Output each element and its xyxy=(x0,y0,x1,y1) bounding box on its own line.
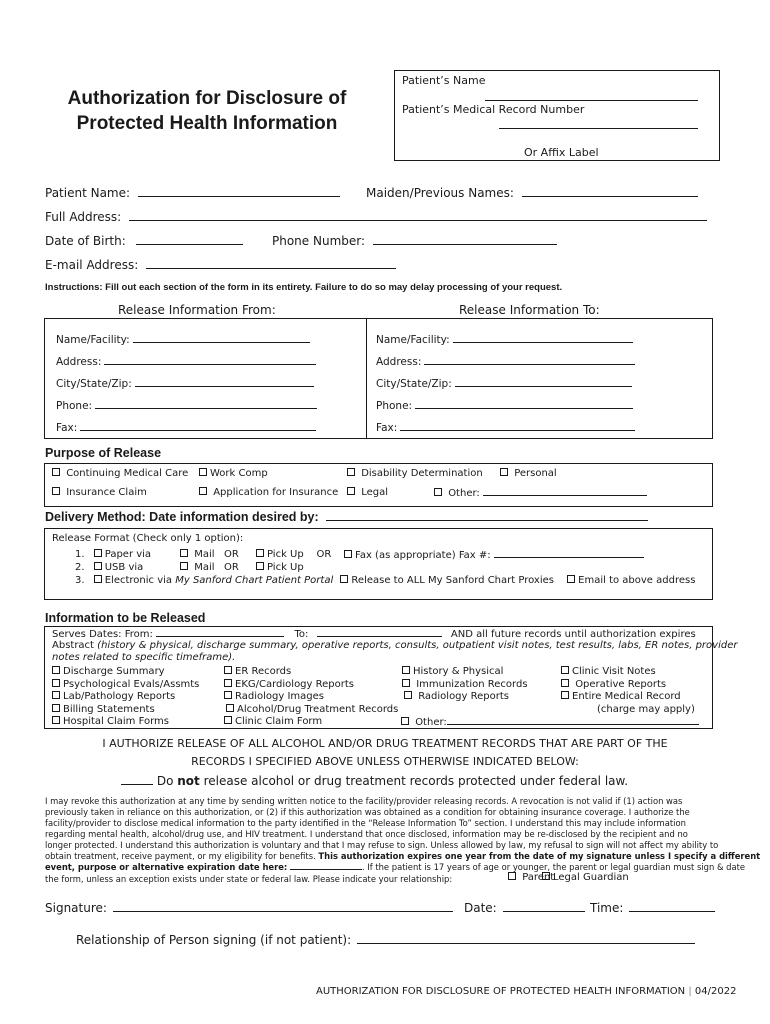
item-lab-label: Lab/Pathology Reports xyxy=(63,691,176,702)
legal-line-7 xyxy=(45,862,745,872)
legal-8: the form, unless an exception exists under state or federal law. Please indicate your relationship: xyxy=(45,874,453,884)
release-field-label: Phone: xyxy=(376,400,413,412)
item-visit[interactable] xyxy=(561,666,656,677)
item-alcohol-label: Alcohol/Drug Treatment Records xyxy=(237,704,399,715)
format-row-2-pickup xyxy=(256,562,304,573)
signature-row xyxy=(45,901,453,915)
item-immun[interactable] xyxy=(402,679,528,690)
checkbox[interactable] xyxy=(226,704,234,712)
pickup-checkbox-2[interactable] xyxy=(256,562,264,570)
release-from-row xyxy=(56,377,314,390)
release-field-label: Name/Facility: xyxy=(56,334,130,346)
checkbox[interactable] xyxy=(561,666,569,674)
checkbox[interactable] xyxy=(434,488,442,496)
release-to-header: Release Information To: xyxy=(459,303,600,317)
from-date-input[interactable] xyxy=(156,628,284,637)
release-field-input[interactable] xyxy=(104,355,316,365)
pickup-1: Pick Up xyxy=(267,549,304,560)
release-field-label: Address: xyxy=(56,356,102,368)
release-divider xyxy=(366,319,367,438)
other-input[interactable] xyxy=(483,487,647,496)
release-field-input[interactable] xyxy=(455,377,632,387)
alcohol-notice-line1: I AUTHORIZE RELEASE OF ALL ALCOHOL AND/OR DRUG TREATMENT RECORDS THAT ARE PART OF THE xyxy=(102,737,668,750)
do-not: not xyxy=(177,774,200,788)
phone-label: Phone Number: xyxy=(272,234,366,248)
to-date-input[interactable] xyxy=(317,628,442,637)
charge-note: (charge may apply) xyxy=(597,704,695,715)
checkbox[interactable] xyxy=(347,468,355,476)
date-row xyxy=(464,901,585,915)
opt-workcomp-label: Work Comp xyxy=(210,468,268,479)
footer xyxy=(316,986,736,997)
time-label: Time: xyxy=(590,901,624,915)
address-input[interactable] xyxy=(129,210,707,221)
rel-guardian[interactable] xyxy=(542,872,629,883)
mail-1: Mail xyxy=(194,549,215,560)
checkbox[interactable] xyxy=(224,716,232,724)
patient-id-box xyxy=(394,70,720,161)
opt-appins[interactable] xyxy=(199,487,338,498)
release-field-label: Phone: xyxy=(56,400,93,412)
proxies-label: Release to ALL My Sanford Chart Proxies xyxy=(351,575,554,586)
checkbox[interactable] xyxy=(52,716,60,724)
item-billing[interactable] xyxy=(52,704,155,715)
item-operative-label: Operative Reports xyxy=(575,679,667,690)
release-from-row xyxy=(56,399,317,412)
abstract-desc-2: notes related to specific timeframe). xyxy=(52,652,236,663)
checkbox[interactable] xyxy=(199,468,207,476)
opt-disability-label: Disability Determination xyxy=(361,468,483,479)
legal-line-2: previously taken in reliance on this authorization, or (2) if this authorization was obtained as a condition for obtaining insurance coverage. I authorize the xyxy=(45,807,690,817)
dob-row xyxy=(45,234,243,248)
checkbox[interactable] xyxy=(347,487,355,495)
item-clinicclaim[interactable] xyxy=(224,716,322,727)
release-format-label: Release Format (Check only 1 option): xyxy=(52,533,244,544)
expiration-input[interactable] xyxy=(290,862,362,870)
item-visit-label: Clinic Visit Notes xyxy=(572,666,656,677)
item-hp[interactable] xyxy=(402,666,503,677)
date-desired-input[interactable] xyxy=(326,511,648,521)
signature-input[interactable] xyxy=(113,901,453,912)
format-row-1 xyxy=(75,549,151,560)
release-to-row xyxy=(376,399,633,412)
item-entire[interactable] xyxy=(561,691,681,702)
item-hospital-label: Hospital Claim Forms xyxy=(63,716,169,727)
num-1: 1. xyxy=(75,549,85,560)
release-field-input[interactable] xyxy=(453,333,633,343)
format-row-1-fax xyxy=(344,549,644,561)
checkbox[interactable] xyxy=(224,666,232,674)
footer-sep: | xyxy=(688,986,692,997)
item-radrep-label: Radiology Reports xyxy=(418,691,509,702)
mrn-line[interactable] xyxy=(499,128,698,129)
release-field-input[interactable] xyxy=(95,399,317,409)
patient-name-input[interactable] xyxy=(138,186,340,197)
release-field-label: City/State/Zip: xyxy=(376,378,452,390)
patient-name-field-label: Patient Name: xyxy=(45,186,131,200)
opt-personal[interactable] xyxy=(500,468,557,479)
item-other-input[interactable] xyxy=(447,716,699,725)
legal-line-8 xyxy=(45,874,452,884)
footer-title: AUTHORIZATION FOR DISCLOSURE OF PROTECTED HEALTH INFORMATION xyxy=(316,986,686,997)
opt-disability[interactable] xyxy=(347,468,483,479)
release-to-row xyxy=(376,355,635,368)
opt-appins-label: Application for Insurance xyxy=(213,487,339,498)
checkbox[interactable] xyxy=(500,468,508,476)
item-immun-label: Immunization Records xyxy=(416,679,528,690)
patient-name-label: Patient’s Name xyxy=(402,74,486,87)
item-clinicclaim-label: Clinic Claim Form xyxy=(235,716,323,727)
opt-legal[interactable] xyxy=(347,487,388,498)
checkbox[interactable] xyxy=(52,487,60,495)
fax-label: Fax (as appropriate) Fax #: xyxy=(355,550,491,561)
abstract-desc: (history & physical, discharge summary, operative reports, consults, outpatient visit notes, test results, labs, ER notes, provider xyxy=(97,640,738,651)
do-not-release-input[interactable] xyxy=(121,774,153,785)
rel-guardian-label: Legal Guardian xyxy=(553,872,629,883)
checkbox[interactable] xyxy=(52,666,60,674)
abstract-row xyxy=(52,640,737,651)
footer-date: 04/2022 xyxy=(694,986,737,997)
do-post: release alcohol or drug treatment records protected under federal law. xyxy=(203,774,629,788)
legal-line-1: I may revoke this authorization at any time by sending written notice to the facility/provider releasing records. A revocation is not valid if (1) action was xyxy=(45,796,683,806)
form-title xyxy=(52,86,362,136)
checkbox[interactable] xyxy=(52,704,60,712)
item-hp-label: History & Physical xyxy=(413,666,504,677)
patient-name-line[interactable] xyxy=(485,100,698,101)
or-2: OR xyxy=(316,549,332,560)
paper-checkbox[interactable] xyxy=(94,549,102,557)
release-field-input[interactable] xyxy=(424,355,635,365)
format-row-3 xyxy=(75,575,695,586)
legal-7b: . If the patient is 17 years of age or younger, the parent or legal guardian must sign & date xyxy=(361,862,746,872)
format-row-1-pickup xyxy=(256,549,331,560)
release-field-input[interactable] xyxy=(80,421,316,431)
item-other[interactable] xyxy=(401,716,699,728)
usb-checkbox[interactable] xyxy=(94,562,102,570)
release-to-row xyxy=(376,421,635,434)
item-radimg[interactable] xyxy=(224,691,324,702)
release-from-row xyxy=(56,333,310,346)
form-title-line2: Protected Health Information xyxy=(76,113,338,134)
item-er[interactable] xyxy=(224,666,291,677)
release-field-label: City/State/Zip: xyxy=(56,378,132,390)
email-row xyxy=(45,258,396,272)
alcohol-notice-line2: RECORDS I SPECIFIED ABOVE UNLESS OTHERWISE INDICATED BELOW: xyxy=(191,755,579,768)
checkbox[interactable] xyxy=(402,679,410,687)
num-2: 2. xyxy=(75,562,85,573)
release-field-input[interactable] xyxy=(135,377,314,387)
item-entire-label: Entire Medical Record xyxy=(572,691,681,702)
serves-dates-row xyxy=(52,628,696,640)
checkbox[interactable] xyxy=(404,691,412,699)
patient-name-row xyxy=(45,186,340,200)
usb-via: USB via xyxy=(104,562,144,573)
maiden-row xyxy=(366,186,698,200)
and-future-label: AND all future records until authorization expires xyxy=(450,629,696,640)
dob-label: Date of Birth: xyxy=(45,234,126,248)
item-ekg-label: EKG/Cardiology Reports xyxy=(235,679,354,690)
checkbox[interactable] xyxy=(402,666,410,674)
mail-2: Mail xyxy=(194,562,215,573)
email-checkbox[interactable] xyxy=(567,575,575,583)
relationship-row xyxy=(76,933,695,947)
address-label: Full Address: xyxy=(45,210,122,224)
checkbox[interactable] xyxy=(561,679,569,687)
affix-label: Or Affix Label xyxy=(524,146,599,159)
to-label: To: xyxy=(294,629,309,640)
item-ekg[interactable] xyxy=(224,679,354,690)
mrn-label: Patient’s Medical Record Number xyxy=(402,103,585,116)
release-field-input[interactable] xyxy=(400,421,635,431)
checkbox[interactable] xyxy=(542,872,550,880)
date-label: Date: xyxy=(464,901,497,915)
item-other-label: Other: xyxy=(415,717,447,728)
legal-line-5: longer protected. I understand this authorization is voluntary and that I may refuse to sign. Unless allowed by law, my refusal to sign will not affect my ability to xyxy=(45,840,719,850)
phone-row xyxy=(272,234,557,248)
electronic-via: Electronic via xyxy=(104,575,173,586)
checkbox[interactable] xyxy=(224,679,232,687)
delivery-heading xyxy=(45,510,648,524)
release-to-row xyxy=(376,333,633,346)
phone-input[interactable] xyxy=(373,234,557,245)
fax-checkbox[interactable] xyxy=(344,550,352,558)
checkbox[interactable] xyxy=(52,691,60,699)
legal-6a: obtain treatment, receive payment, or my eligibility for benefits. xyxy=(45,851,316,861)
purpose-heading: Purpose of Release xyxy=(45,446,162,460)
date-input[interactable] xyxy=(503,901,585,912)
rel-parent-label: Parent xyxy=(522,872,555,883)
release-from-row xyxy=(56,355,316,368)
legal-line-6 xyxy=(45,851,760,861)
legal-6b: This authorization expires one year from the date of my signature unless I specify a different xyxy=(318,851,761,861)
opt-workcomp[interactable] xyxy=(199,468,268,479)
item-billing-label: Billing Statements xyxy=(63,704,155,715)
email-input[interactable] xyxy=(146,258,396,269)
address-row xyxy=(45,210,707,224)
opt-insurance[interactable] xyxy=(52,487,147,498)
checkbox[interactable] xyxy=(224,691,232,699)
format-row-2-mail xyxy=(180,562,239,573)
item-lab[interactable] xyxy=(52,691,175,702)
do-pre: Do xyxy=(156,774,174,788)
item-radrep[interactable] xyxy=(404,691,509,702)
form-title-line1: Authorization for Disclosure of xyxy=(67,88,347,109)
info-heading: Information to be Released xyxy=(45,611,206,625)
checkbox[interactable] xyxy=(401,717,409,725)
item-psych[interactable] xyxy=(52,679,199,690)
serves-from-label: Serves Dates: From: xyxy=(52,629,153,640)
fax-input[interactable] xyxy=(494,549,644,558)
opt-personal-label: Personal xyxy=(514,468,557,479)
checkbox[interactable] xyxy=(199,487,207,495)
pickup-checkbox-1[interactable] xyxy=(256,549,264,557)
checkbox[interactable] xyxy=(508,872,516,880)
opt-insurance-label: Insurance Claim xyxy=(66,487,147,498)
legal-line-4: regarding mental health, alcohol/drug use, and HIV treatment. I understand that once disclosed, information may be re-disclosed by the recipient and no xyxy=(45,829,688,839)
opt-legal-label: Legal xyxy=(361,487,388,498)
release-field-label: Fax: xyxy=(376,422,398,434)
item-psych-label: Psychological Evals/Assmts xyxy=(63,679,200,690)
relationship-label: Relationship of Person signing (if not patient): xyxy=(76,933,352,947)
time-row xyxy=(590,901,715,915)
proxies-checkbox[interactable] xyxy=(340,575,348,583)
release-field-label: Name/Facility: xyxy=(376,334,450,346)
release-field-input[interactable] xyxy=(133,333,310,343)
item-alcohol[interactable] xyxy=(226,704,398,715)
item-discharge-label: Discharge Summary xyxy=(63,666,165,677)
signature-label: Signature: xyxy=(45,901,107,915)
or-3: OR xyxy=(224,562,239,573)
item-radimg-label: Radiology Images xyxy=(235,691,324,702)
release-field-label: Fax: xyxy=(56,422,78,434)
time-input[interactable] xyxy=(629,901,715,912)
item-discharge[interactable] xyxy=(52,666,165,677)
delivery-heading-text: Delivery Method: Date information desired by: xyxy=(45,510,319,524)
electronic-checkbox[interactable] xyxy=(94,575,102,583)
email-label: E-mail Address: xyxy=(45,258,139,272)
release-field-input[interactable] xyxy=(415,399,633,409)
item-hospital[interactable] xyxy=(52,716,169,727)
relationship-input[interactable] xyxy=(357,933,695,944)
maiden-input[interactable] xyxy=(522,186,698,197)
email-option-label: Email to above address xyxy=(578,575,696,586)
or-1: OR xyxy=(224,549,239,560)
release-from-header: Release Information From: xyxy=(118,303,276,317)
maiden-label: Maiden/Previous Names: xyxy=(366,186,514,200)
item-er-label: ER Records xyxy=(235,666,292,677)
checkbox[interactable] xyxy=(52,679,60,687)
checkbox[interactable] xyxy=(52,468,60,476)
pickup-2: Pick Up xyxy=(267,562,304,573)
instructions: Instructions: Fill out each section of the form in its entirety. Failure to do so may delay processing of your request. xyxy=(45,282,563,293)
release-to-row xyxy=(376,377,632,390)
opt-continuing[interactable] xyxy=(52,468,188,479)
opt-other[interactable] xyxy=(434,487,647,499)
mail-checkbox-1[interactable] xyxy=(180,549,188,557)
format-row-2 xyxy=(75,562,143,573)
opt-other-label: Other: xyxy=(448,488,480,499)
legal-7a: event, purpose or alternative expiration date here: xyxy=(45,862,288,872)
dob-input[interactable] xyxy=(136,234,243,245)
item-operative[interactable] xyxy=(561,679,666,690)
format-row-1-mail xyxy=(180,549,239,560)
release-field-label: Address: xyxy=(376,356,422,368)
abstract-label: Abstract xyxy=(52,640,94,651)
mail-checkbox-2[interactable] xyxy=(180,562,188,570)
num-3: 3. xyxy=(75,575,85,586)
paper-via: Paper via xyxy=(104,549,152,560)
checkbox[interactable] xyxy=(561,691,569,699)
do-not-release-row xyxy=(121,774,628,788)
portal-name: My Sanford Chart Patient Portal xyxy=(175,575,334,586)
opt-continuing-label: Continuing Medical Care xyxy=(66,468,189,479)
release-from-row xyxy=(56,421,316,434)
legal-line-3: facility/provider to disclose medical information to the party identified in the “Release Information To” section. I understand this may include information xyxy=(45,818,686,828)
